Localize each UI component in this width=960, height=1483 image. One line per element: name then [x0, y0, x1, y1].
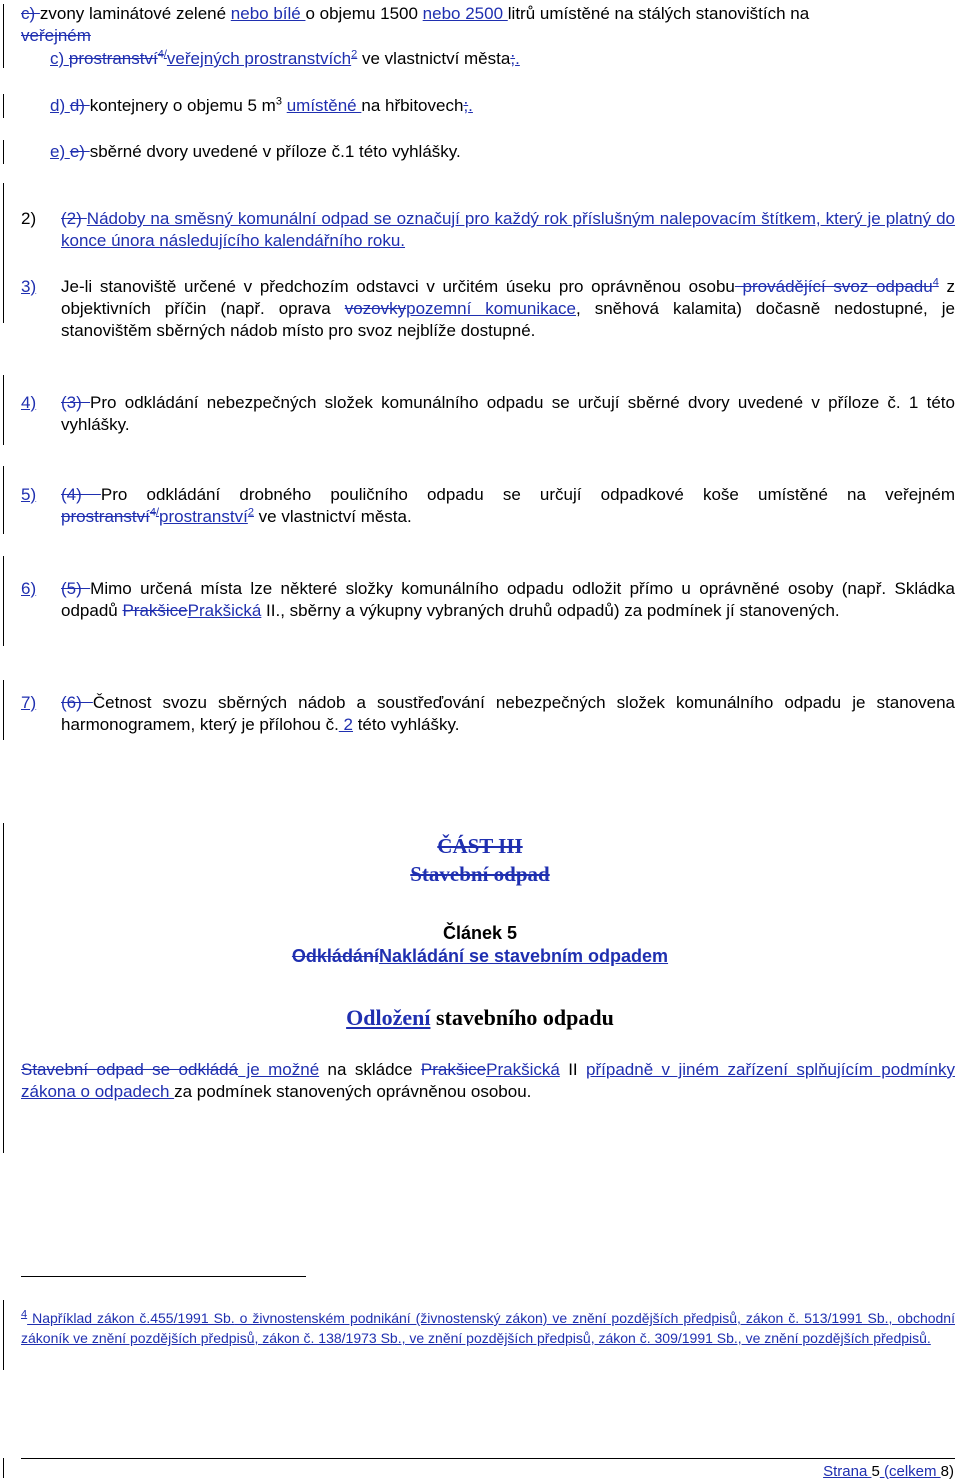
- change-bar: [3, 375, 4, 445]
- paragraph-3: 3) Je-li stanoviště určené v předchozím odstavci v určitém úseku pro oprávněnou osobu provádějící svoz odpadu$^4$ z objektivních příčin (např. oprava vozovkypozemní komunikace, sněhová kalamita) dočasně nedostupné, je stanovištěm sběrných nádob místo pro svoz nejblíže dostupné.: [21, 276, 955, 340]
- change-bar: [3, 680, 4, 740]
- list-item-c-continued: veřejném: [21, 26, 91, 45]
- change-bar: [3, 1300, 4, 1370]
- paragraph-2: 2) (2) Nádoby na směsný komunální odpad se označují pro každý rok příslušným nalepovacím štítkem, který je platný do konce února následujícího kalendářního roku.: [21, 209, 956, 250]
- paragraph-4: 4) (3) Pro odkládání nebezpečných složek komunálního odpadu se určují sběrné dvory uvedené v příloze č. 1 této vyhlášky.: [21, 393, 955, 434]
- part-subtitle: Stavební odpad: [410, 862, 550, 886]
- construction-waste-text: Stavební odpad se odkládá je možné na skládce PrakšicePrakšická II případně v jiném zařízení splňujícím podmínky zákona o odpadech za podmínek stanovených oprávněnou osobou.: [21, 1060, 955, 1101]
- part-title: ČÁST III: [437, 834, 523, 858]
- list-item-d: d) d) kontejnery o objemu 5 $m^3$ umístěné na hřbitovech;.: [50, 95, 473, 115]
- paragraph-6: 6) (5) Mimo určená místa lze některé složky komunálního odpadu odložit přímo u oprávněné osoby (např. Skládka odpadů PrakšicePrakšická II., sběrny a výkupny vybraných druhů odpadů) za podmínek jí stanovených.: [21, 579, 956, 620]
- change-bar: [3, 183, 4, 323]
- article-title: OdkládáníNakládání se stavebním odpadem: [291, 946, 669, 966]
- change-bar: [3, 556, 4, 646]
- change-bar: [3, 1458, 4, 1478]
- change-bar: [3, 140, 4, 164]
- list-item-c: c) prostranství$^{4/}$veřejných prostranstvích$^2$ ve vlastnictví města;.: [50, 48, 520, 68]
- paragraph-5: 5) (4) Pro odkládání drobného pouličního odpadu se určují odpadkové koše umístěné na veřejném prostranství$^{4/}$prostranství$^2$ ve vlastnictví města.: [21, 485, 955, 526]
- footnote-separator: [21, 1276, 306, 1277]
- list-item-c-old: c) zvony laminátové zelené nebo bílé o objemu 1500 nebo 2500 litrů umístěné na stálých stanovištích na: [21, 4, 810, 23]
- section-heading: Odložení stavebního odpadu: [346, 1005, 614, 1030]
- list-item-e: e) e) sběrné dvory uvedené v příloze č.1 této vyhlášky.: [50, 142, 461, 161]
- paragraph-7: 7) (6) Četnost svozu sběrných nádob a soustřeďování nebezpečných složek komunálního odpadu je stanovena harmonogramem, který je přílohou č. 2 této vyhlášky.: [21, 693, 955, 734]
- article-number: Článek 5: [442, 923, 518, 943]
- footnote: $^4$ Například zákon č.455/1991 Sb. o živnostenském podnikání (živnostenský zákon) ve znění pozdějších předpisů, zákon č. 513/1991 Sb., obchodní zákoník ve znění pozdějších předpisů, zákon č. 138/1973 Sb., ve znění pozdějších předpisů, zákon č. 309/1991 Sb., ve znění pozdějších předpisů.: [21, 1308, 955, 1346]
- change-bar: [3, 466, 4, 534]
- footer-rule: [21, 1458, 955, 1459]
- page-number: Strana 5 (celkem 8): [823, 1463, 954, 1480]
- change-bar: [3, 94, 4, 118]
- change-bar: [3, 4, 4, 68]
